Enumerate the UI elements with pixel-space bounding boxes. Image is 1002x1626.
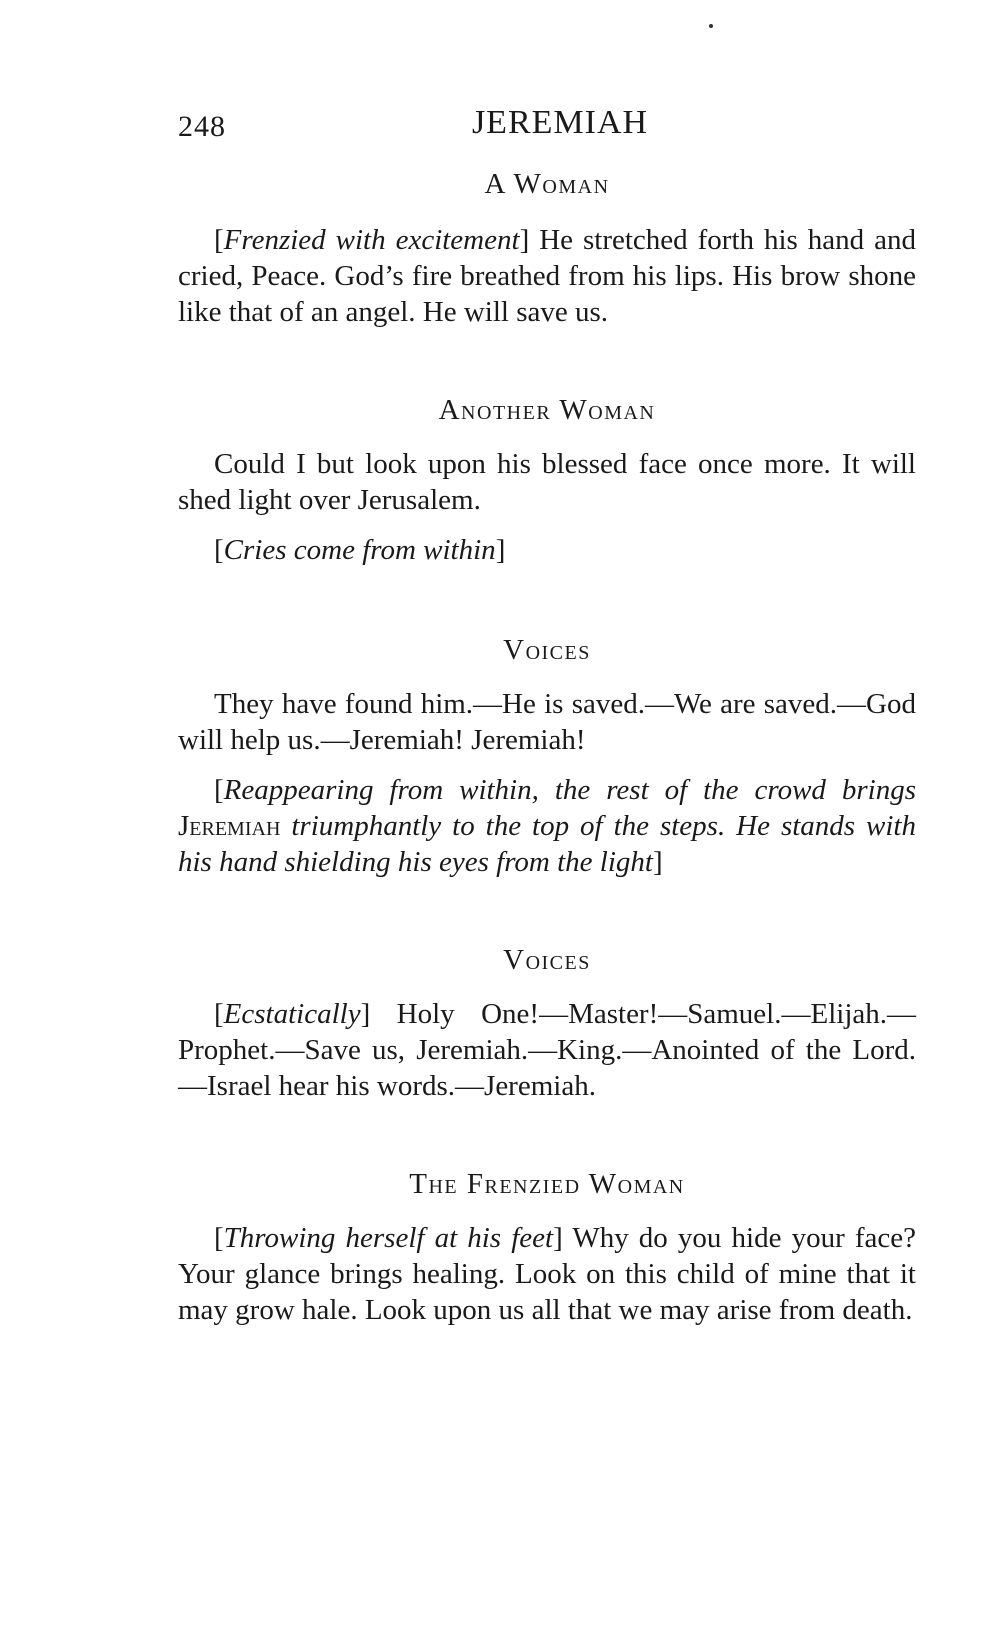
bracket-open: [ — [214, 224, 224, 256]
dialogue-text: Could I but look upon his blessed face once more. It will shed light over Jerusalem. — [178, 448, 916, 516]
bracket-open: [ — [214, 774, 224, 806]
bracket-close: ] — [495, 534, 506, 566]
page-header — [178, 104, 916, 148]
dialogue-paragraph — [178, 446, 916, 518]
speaker-heading: The Frenzied Woman — [409, 1168, 685, 1200]
stage-direction-paragraph — [178, 532, 916, 568]
bracket-open: [ — [214, 534, 224, 566]
bracket-close: ] — [652, 846, 663, 878]
speaker-heading: Voices — [503, 944, 591, 976]
stage-direction: Frenzied with excitement — [223, 224, 520, 256]
dialogue-text: He stretched forth his hand and cried, Peace. God’s fire breathed from his lips. His brow shone like that of an angel. He will save us. — [178, 224, 916, 328]
bracket-open: [ — [214, 998, 224, 1030]
stage-direction: Cries come from within — [223, 534, 496, 566]
page-number: 248 — [178, 110, 226, 143]
dialogue-text: Holy One!—Master!—Samuel.—Elijah.—Prophet.—Save us, Jeremiah.—King.—Anointed of the Lord.—Israel hear his words.—Jeremiah. — [178, 998, 916, 1102]
speaker-heading: Another Woman — [438, 394, 656, 426]
stage-direction: Reappearing from within, the rest of the crowd brings — [223, 774, 916, 806]
stage-direction: Throwing herself at his feet — [223, 1222, 554, 1254]
dialogue-paragraph — [178, 1220, 916, 1328]
bracket-open: [ — [214, 1222, 224, 1254]
bracket-close: ] — [519, 224, 530, 256]
bracket-close: ] — [553, 1222, 563, 1254]
dialogue-paragraph — [178, 996, 916, 1104]
dialogue-text: Why do you hide your face? Your glance brings healing. Look on this child of mine that it may grow hale. Look upon us all that we may arise from death. — [178, 1222, 916, 1326]
dialogue-paragraph — [178, 222, 916, 330]
speaker-heading: Voices — [503, 634, 591, 666]
running-head: JEREMIAH — [471, 104, 649, 141]
bracket-close: ] — [360, 998, 371, 1030]
dialogue-paragraph — [178, 686, 916, 758]
dialogue-text: They have found him.—He is saved.—We are saved.—God will help us.—Jeremiah! Jeremiah! — [178, 688, 916, 756]
stage-direction: triumphantly to the top of the steps. He stands with his hand shielding his eyes from the light — [178, 810, 916, 878]
stage-direction-paragraph — [178, 772, 916, 880]
speaker-heading: A Woman — [484, 168, 610, 200]
stage-direction: Ecstatically — [223, 998, 361, 1030]
stray-ink-mark — [709, 24, 713, 28]
character-name: Jeremiah — [178, 810, 281, 842]
